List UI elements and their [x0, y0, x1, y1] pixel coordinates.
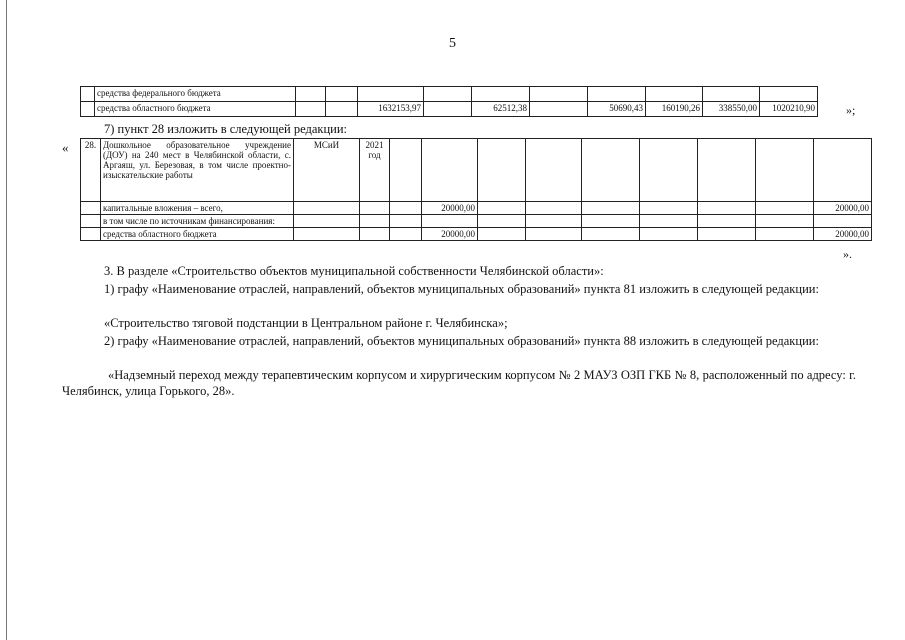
paragraph-item-81: 1) графу «Наименование отраслей, направлений, объектов муниципальных образований» пункта 81 изложить в следующей редакции:: [104, 282, 819, 296]
item-number: 28.: [81, 139, 101, 202]
cell-value: 160190,26: [646, 102, 703, 117]
object-name: Дошкольное образовательное учреждение (ДОУ) на 240 мест в Челябинской области, с. Аргаяш, ул. Березовая, в том числе проектно-изыскательские работы: [101, 139, 294, 202]
paragraph-item-81-text: «Строительство тяговой подстанции в Центральном районе г. Челябинска»;: [104, 316, 508, 330]
row-label: капитальные вложения – всего,: [101, 202, 294, 215]
budget-table-item-28: [80, 138, 872, 241]
row-label: средства областного бюджета: [101, 228, 294, 241]
item7-heading: 7) пункт 28 изложить в следующей редакции:: [104, 122, 347, 136]
table-row: [81, 228, 872, 241]
customer: МСиИ: [294, 139, 360, 202]
row-label: в том числе по источникам финансирования:: [101, 215, 294, 228]
table1-closing-quote: »;: [846, 103, 856, 117]
page-number: 5: [449, 36, 456, 51]
table-row: [81, 87, 818, 102]
row-label: средства федерального бюджета: [95, 87, 296, 102]
table-row: [81, 102, 818, 117]
cell-value: 50690,43: [588, 102, 646, 117]
scan-edge-line: [6, 0, 7, 640]
table2-closing-quote: ».: [843, 247, 852, 261]
table-row: [81, 215, 872, 228]
table-row: [81, 202, 872, 215]
cell-value: 20000,00: [422, 202, 478, 215]
paragraph-item-88-text: «Надземный переход между терапевтическим корпусом и хирургическим корпусом № 2 МАУЗ ОЗП ГКБ № 8, расположенный по адресу: г. Челябинск, улица Горького, 28».: [62, 368, 856, 398]
table-row: [81, 139, 872, 202]
cell-value: 1020210,90: [760, 102, 818, 117]
cell-value: 1632153,97: [358, 102, 424, 117]
cell-value: 338550,00: [703, 102, 760, 117]
budget-table-continuation: [80, 86, 818, 117]
cell-value: 20000,00: [814, 202, 872, 215]
section-3-heading: 3. В разделе «Строительство объектов муниципальной собственности Челябинской области»:: [104, 264, 604, 278]
cell-value: 20000,00: [814, 228, 872, 241]
table2-open-quote: «: [62, 140, 69, 155]
cell-value: 20000,00: [422, 228, 478, 241]
row-label: средства областного бюджета: [95, 102, 296, 117]
year: 2021 год: [360, 139, 390, 202]
cell-value: 62512,38: [472, 102, 530, 117]
paragraph-item-88: 2) графу «Наименование отраслей, направлений, объектов муниципальных образований» пункта 88 изложить в следующей редакции:: [104, 334, 819, 348]
